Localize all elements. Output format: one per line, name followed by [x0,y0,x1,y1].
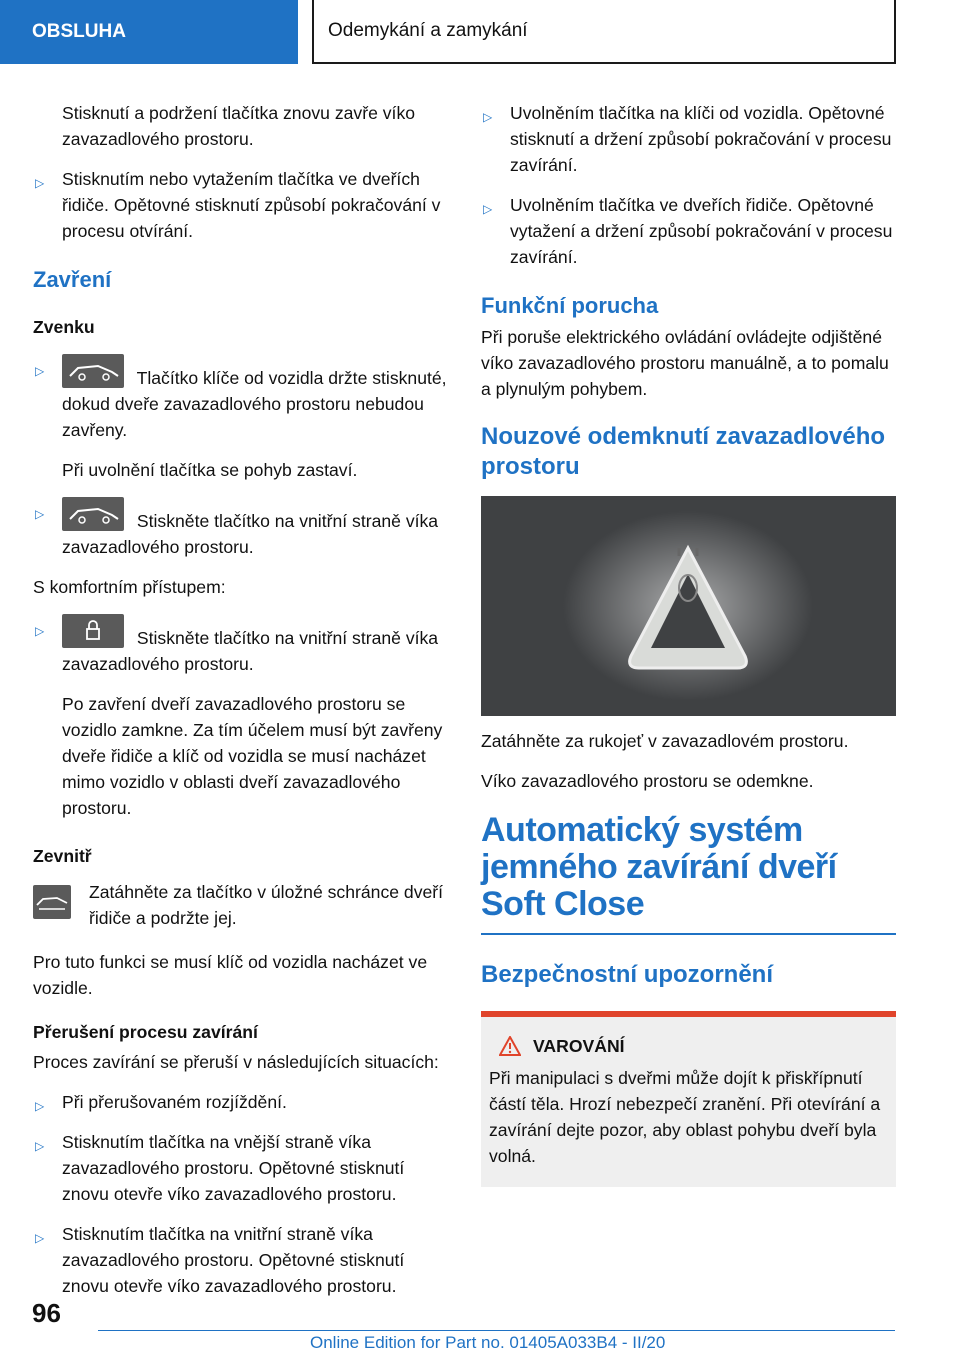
trunk-close-button-icon [62,497,124,531]
bullet-triangle-icon: ▷ [483,110,493,124]
bullet-text: Uvolněním tlačítka ve dveřích řidiče. Opětovné vytažení a držení způsobí pokračování v procesu zavírání. [510,195,893,267]
heading-divider [481,933,896,935]
inside-text: Zatáhněte za tlačítko v úložné schránce dveří řidiče a podržte jej. [89,882,444,928]
warning-box [481,1011,896,1187]
heading-malfunction: Funkční porucha [481,293,659,318]
bullet-triangle-icon: ▷ [483,202,493,216]
bullet-triangle-icon: ▷ [35,1139,45,1153]
bullet-triangle-icon: ▷ [35,507,45,521]
lock-button-icon [62,614,124,648]
footer-divider [98,1330,895,1331]
trunk-key-button-icon [62,354,124,388]
emergency-handle-image [481,496,896,716]
list-item [33,1221,453,1299]
left-column [33,100,453,1313]
note-release: Při uvolnění tlačítka se pohyb zastaví. [62,460,358,480]
bullet-text: Stisknutím tlačítka na vnitřní straně víka zavazadlového prostoru. Opětovné stisknutí znovu otevře víko zavazadlového prostoru. [62,1224,405,1296]
page-number: 96 [32,1298,61,1328]
warning-text: Při manipulaci s dveřmi může dojít k přiskřípnutí částí těla. Hrozí nebezpečí zranění. Při otevírání a zavírání dejte pozor, aby oblast pohybu dveří byla volná. [489,1068,881,1166]
bullet-text: Stiskněte tlačítko na vnitřní straně víka zavazadlového prostoru. [62,628,439,674]
bullet-triangle-icon: ▷ [35,176,45,190]
warning-triangle-icon [499,1036,521,1056]
unlocks-text: Víko zavazadlového prostoru se odemkne. [481,771,814,791]
intro-text: Stisknutí a podržení tlačítka znovu zavře víko zavazadlového prostoru. [62,103,416,149]
list-item [33,1129,453,1207]
heading-interrupt: Přerušení procesu zavírání [33,1022,258,1042]
pull-handle-text: Zatáhněte za rukojeť v zavazadlovém prostoru. [481,731,849,751]
bullet-triangle-icon: ▷ [35,1099,45,1113]
heading-close: Zavření [33,267,112,292]
heading-emergency: Nouzové odemknutí zavazadlového prostoru [481,423,886,480]
warning-header [489,1033,886,1059]
bullet-text: Stisknutím nebo vytažením tlačítka ve dveřích řidiče. Opětovné stisknutí způsobí pokračování v procesu otvírání. [62,169,441,241]
comfort-access-text: S komfortním přístupem: [33,577,226,597]
page-title: Odemykání a zamykání [312,0,896,64]
footer-edition: Online Edition for Part no. 01405A033B4 - II/20 [310,1333,666,1352]
heading-softclose: Automatický systém jemného zavírání dveří Soft Close [481,811,837,923]
bullet-triangle-icon: ▷ [35,364,45,378]
list-item [33,497,453,560]
list-item [33,166,453,244]
list-item [33,354,453,443]
note-lock: Po zavření dveří zavazadlového prostoru se vozidlo zamkne. Za tím účelem musí být zavřeny dveře řidiče a klíč od vozidla se musí nacházet mimo vozidlo v oblasti dveří zavazadlového prostoru. [62,694,443,818]
heading-outside: Zvenku [33,317,95,337]
bullet-triangle-icon: ▷ [35,624,45,638]
right-column [481,100,896,1187]
bullet-text: Při přerušovaném rozjíždění. [62,1092,287,1112]
list-item [481,192,896,270]
bullet-text: Uvolněním tlačítka na klíči od vozidla. Opětovné stisknutí a držení způsobí pokračování v procesu zavírání. [510,103,892,175]
malfunction-text: Při poruše elektrického ovládání ovládejte odjištěné víko zavazadlového prostoru manuálně, a to pomalu a plynulým pohybem. [481,327,889,399]
bullet-text: Stisknutím tlačítka na vnější straně víka zavazadlového prostoru. Opětovné stisknutí znovu otevře víko zavazadlového prostoru. [62,1132,405,1204]
door-pull-button-icon [33,885,71,919]
warning-title: VAROVÁNÍ [533,1036,625,1056]
bullet-text: Tlačítko klíče od vozidla držte stisknuté, dokud dveře zavazadlového prostoru nebudou zavřeny. [62,368,447,440]
list-item [33,1089,453,1115]
bullet-text: Stiskněte tlačítko na vnitřní straně víka zavazadlového prostoru. [62,511,439,557]
heading-inside: Zevnitř [33,846,92,866]
inside-block [33,879,453,931]
list-item [33,614,453,677]
heading-safety: Bezpečnostní upozornění [481,961,774,988]
key-required-text: Pro tuto funkci se musí klíč od vozidla nacházet ve vozidle. [33,952,428,998]
list-item [481,100,896,178]
section-tab: OBSLUHA [0,0,298,64]
interrupt-intro: Proces zavírání se přeruší v následujících situacích: [33,1052,439,1072]
bullet-triangle-icon: ▷ [35,1231,45,1245]
